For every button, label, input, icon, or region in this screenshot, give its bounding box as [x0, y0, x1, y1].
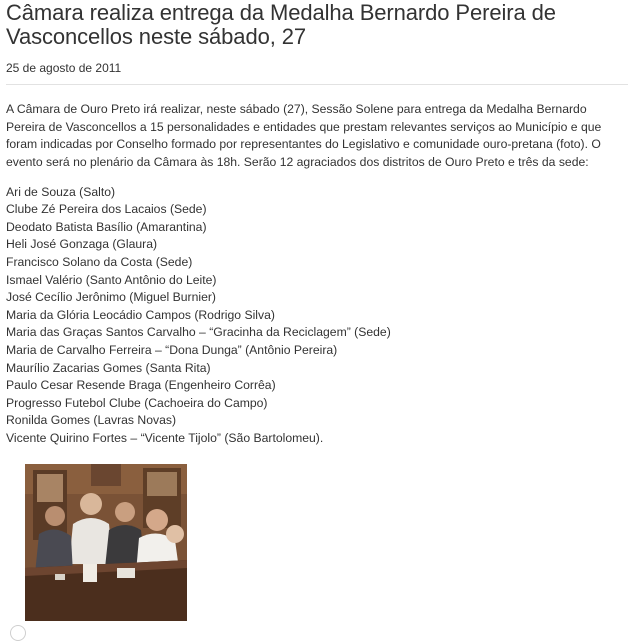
list-item: Maria da Glória Leocádio Campos (Rodrigo Silva) [6, 307, 275, 322]
article [6, 0, 628, 447]
list-item: Ismael Valério (Santo Antônio do Leite) [6, 272, 217, 287]
circle-icon [10, 625, 26, 641]
list-item: Ari de Souza (Salto) [6, 184, 116, 199]
list-item: Deodato Batista Basílio (Amarantina) [6, 219, 207, 234]
divider [6, 84, 628, 85]
list-item: Progresso Futebol Clube (Cachoeira do Campo) [6, 395, 268, 410]
list-item: Maurílio Zacarias Gomes (Santa Rita) [6, 360, 211, 375]
article-title: Câmara realiza entrega da Medalha Bernardo Pereira de Vasconcellos neste sábado, 27 [6, 0, 556, 49]
list-item: José Cecílio Jerônimo (Miguel Burnier) [6, 290, 216, 305]
article-intro: A Câmara de Ouro Preto irá realizar, neste sábado (27), Sessão Solene para entrega da Medalha Bernardo Pereira de Vasconcellos a 15 personalidades e entidades que prestam relevantes serviços ao Município e que foram indicadas por Conselho formado por representantes do Legislativo e comunidade ouro-pretana (foto). O evento será no plenário da Câmara às 18h. Serão 12 agraciados dos distritos de Ouro Preto e três da sede: [6, 102, 602, 169]
list-item: Maria das Graças Santos Carvalho – “Gracinha da Reciclagem” (Sede) [6, 325, 391, 340]
list-item: Francisco Solano da Costa (Sede) [6, 254, 193, 269]
meeting-photo-illustration [25, 464, 187, 621]
list-item: Maria de Carvalho Ferreira – “Dona Dunga” (Antônio Pereira) [6, 342, 338, 357]
article-photo[interactable] [25, 464, 187, 621]
list-item: Clube Zé Pereira dos Lacaios (Sede) [6, 202, 207, 217]
article-date: 25 de agosto de 2011 [6, 61, 122, 75]
list-item: Heli José Gonzaga (Glaura) [6, 237, 158, 252]
list-item: Paulo Cesar Resende Braga (Engenheiro Corrêa) [6, 378, 276, 393]
list-item: Ronilda Gomes (Lavras Novas) [6, 413, 177, 428]
honoree-list [6, 184, 628, 448]
list-item: Vicente Quirino Fortes – “Vicente Tijolo” (São Bartolomeu). [6, 430, 324, 445]
